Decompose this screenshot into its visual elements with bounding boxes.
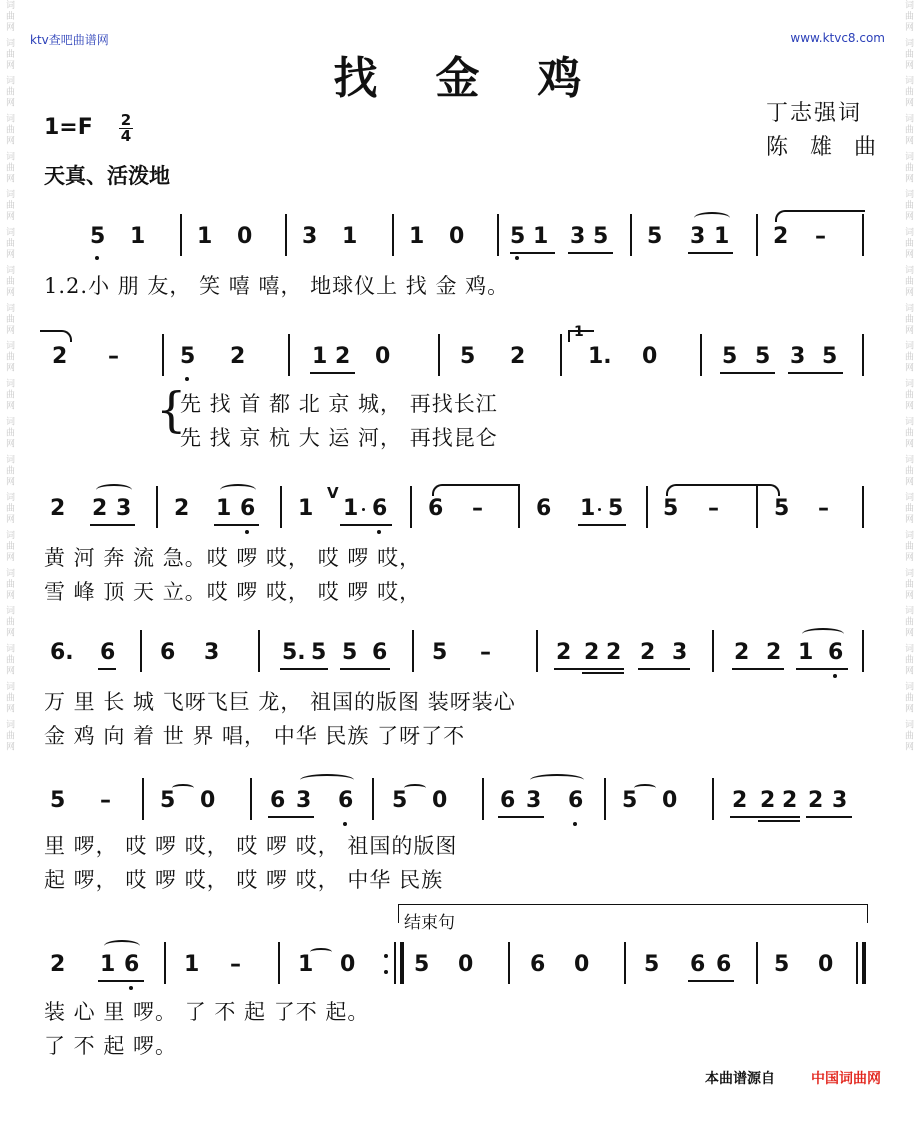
tempo-marking: 天真、活泼地 (44, 164, 170, 188)
note: 1 (580, 496, 596, 521)
note: 3 (526, 788, 542, 813)
key-signature: 1=F (44, 115, 93, 140)
note: 2 (52, 344, 68, 369)
note: 3 (204, 640, 220, 665)
note: 3 (296, 788, 312, 813)
note: 6 (372, 496, 388, 521)
time-bottom: 4 (120, 127, 132, 145)
note: 1 (100, 952, 116, 977)
note: 2 (584, 640, 600, 665)
note: 0 (818, 952, 834, 977)
note: 2 (92, 496, 108, 521)
note: 5 (774, 496, 790, 521)
note: 6 (338, 788, 354, 813)
note: 2 (174, 496, 190, 521)
lyric-line-1: 万 里 长 城 飞呀飞巨 龙， 祖国的版图 装呀装心 (44, 690, 516, 714)
note: 5 (414, 952, 430, 977)
note: 1 (298, 952, 314, 977)
note: 1 (312, 344, 328, 369)
lyric-line-1: 先 找 首 都 北 京 城， 再找长江 (180, 392, 498, 416)
note: 2 (782, 788, 798, 813)
note: 0 (237, 224, 253, 249)
score-row-1 (0, 212, 915, 298)
note: 6 (124, 952, 140, 977)
note: 5 (160, 788, 176, 813)
note: 2 (808, 788, 824, 813)
watermark-right: www.ktvc8.com (790, 31, 885, 45)
note: 2 (50, 496, 66, 521)
note: 0 (340, 952, 356, 977)
note: 5 (663, 496, 679, 521)
note: 2 (766, 640, 782, 665)
note: 3 (690, 224, 706, 249)
score-row-5 (0, 770, 915, 892)
note: 5 (608, 496, 624, 521)
note: 6. (50, 640, 74, 665)
side-watermark-right: 词曲网 词曲网 词曲网 词曲网 词曲网 词曲网 词曲网 词曲网 词曲网 词曲网 词曲网 词曲网 词曲网 词曲网 词曲网 词曲网 词曲网 词曲网 词曲网 词曲网 (903, 0, 913, 753)
note: 5 (392, 788, 408, 813)
note: 2 (773, 224, 789, 249)
note: 2 (335, 344, 351, 369)
note: 6 (428, 496, 444, 521)
score-row-4 (0, 628, 915, 748)
song-title: 找金鸡 (333, 53, 640, 104)
note: 6 (240, 496, 256, 521)
volta-number: 1 (574, 324, 584, 340)
note: 6 (568, 788, 584, 813)
note: 5 (432, 640, 448, 665)
note: 2 (556, 640, 572, 665)
lyric-line-2: 了 不 起 啰。 (44, 1034, 178, 1058)
note: 5 (755, 344, 771, 369)
note: 5 (822, 344, 838, 369)
note: 1. (588, 344, 612, 369)
lyricist: 丁志强词 (766, 101, 863, 126)
note: 2 (732, 788, 748, 813)
note: – (815, 224, 826, 249)
note: 2 (50, 952, 66, 977)
note: 0 (449, 224, 465, 249)
note: 6 (100, 640, 116, 665)
note: 2 (734, 640, 750, 665)
note: 5 (722, 344, 738, 369)
note: 6 (160, 640, 176, 665)
watermark-left: ktv查吧曲谱网 (30, 33, 109, 47)
note: 5 (90, 224, 106, 249)
lyric-line-1: 里 啰， 哎 啰 哎， 哎 啰 哎， 祖国的版图 (44, 834, 458, 858)
note: 2 (760, 788, 776, 813)
note: 0 (574, 952, 590, 977)
breath-mark: V (327, 484, 339, 502)
side-watermark-left: 词曲网 词曲网 词曲网 词曲网 词曲网 词曲网 词曲网 词曲网 词曲网 词曲网 词曲网 词曲网 词曲网 词曲网 词曲网 词曲网 词曲网 词曲网 词曲网 词曲网 (4, 0, 14, 753)
note: 1 (298, 496, 314, 521)
composer: 陈雄曲 (766, 135, 899, 160)
note: 1 (216, 496, 232, 521)
note: 5 (593, 224, 609, 249)
note: 2 (230, 344, 246, 369)
note: 5 (180, 344, 196, 369)
note: 0 (458, 952, 474, 977)
note: 3 (790, 344, 806, 369)
source-site-link[interactable]: 中国词曲网 (811, 1071, 881, 1087)
lyric-line-1: 装 心 里 啰。 了 不 起 了不 起。 (44, 1000, 370, 1024)
note: 6 (828, 640, 844, 665)
note: 5 (510, 224, 526, 249)
source-label: 本曲谱源自 (705, 1071, 775, 1087)
note: 0 (200, 788, 216, 813)
note: 1 (184, 952, 200, 977)
note: 2 (510, 344, 526, 369)
verse-brace: { (156, 382, 187, 438)
note: 3 (672, 640, 688, 665)
note: 0 (432, 788, 448, 813)
note: 6 (690, 952, 706, 977)
note: 6 (372, 640, 388, 665)
note: 5 (622, 788, 638, 813)
note: 0 (642, 344, 658, 369)
note: – (100, 788, 111, 813)
score-row-6 (0, 913, 915, 1058)
note: 2 (606, 640, 622, 665)
note: 3 (302, 224, 318, 249)
time-signature (117, 113, 135, 144)
note: 6 (270, 788, 286, 813)
note: 3 (832, 788, 848, 813)
lyric-line-2: 雪 峰 顶 天 立。哎 啰 哎， 哎 啰 哎， (44, 580, 422, 604)
note: – (108, 344, 119, 369)
note: 1 (342, 224, 358, 249)
lyric-line-2: 金 鸡 向 着 世 界 唱， 中华 民族 了呀了不 (44, 724, 466, 748)
time-top: 2 (120, 111, 132, 129)
note: – (818, 496, 829, 521)
note: 1 (798, 640, 814, 665)
note: 3 (570, 224, 586, 249)
lyric-line-2: 先 找 京 杭 大 运 河， 再找昆仑 (180, 426, 498, 450)
note: – (480, 640, 491, 665)
note: 3 (116, 496, 132, 521)
note: – (708, 496, 719, 521)
note: 0 (662, 788, 678, 813)
note: 2 (640, 640, 656, 665)
note: 5 (774, 952, 790, 977)
note: 1 (343, 496, 359, 521)
note: 6 (500, 788, 516, 813)
note: 5 (644, 952, 660, 977)
note: 6 (536, 496, 552, 521)
note: 1 (533, 224, 549, 249)
note: – (230, 952, 241, 977)
lyric-line: 1.2.小 朋 友， 笑 嘻 嘻， 地球仪上 找 金 鸡。 (44, 274, 510, 298)
note: 6 (530, 952, 546, 977)
lyric-line-2: 起 啰， 哎 啰 哎， 哎 啰 哎， 中华 民族 (44, 868, 444, 892)
note: 1 (130, 224, 146, 249)
note: 0 (375, 344, 391, 369)
ending-label: 结束句 (404, 913, 455, 933)
note: 5 (647, 224, 663, 249)
note: 5. (282, 640, 306, 665)
note: 1 (409, 224, 425, 249)
note: 5 (311, 640, 327, 665)
lyric-line-1: 黄 河 奔 流 急。哎 啰 哎， 哎 啰 哎， (44, 546, 422, 570)
note: 5 (460, 344, 476, 369)
note: 1 (714, 224, 730, 249)
score-row-2 (0, 324, 915, 450)
note: 5 (50, 788, 66, 813)
note: 1 (197, 224, 213, 249)
note: – (472, 496, 483, 521)
note: 6 (716, 952, 732, 977)
note: 5 (342, 640, 358, 665)
score-row-3 (0, 480, 915, 604)
